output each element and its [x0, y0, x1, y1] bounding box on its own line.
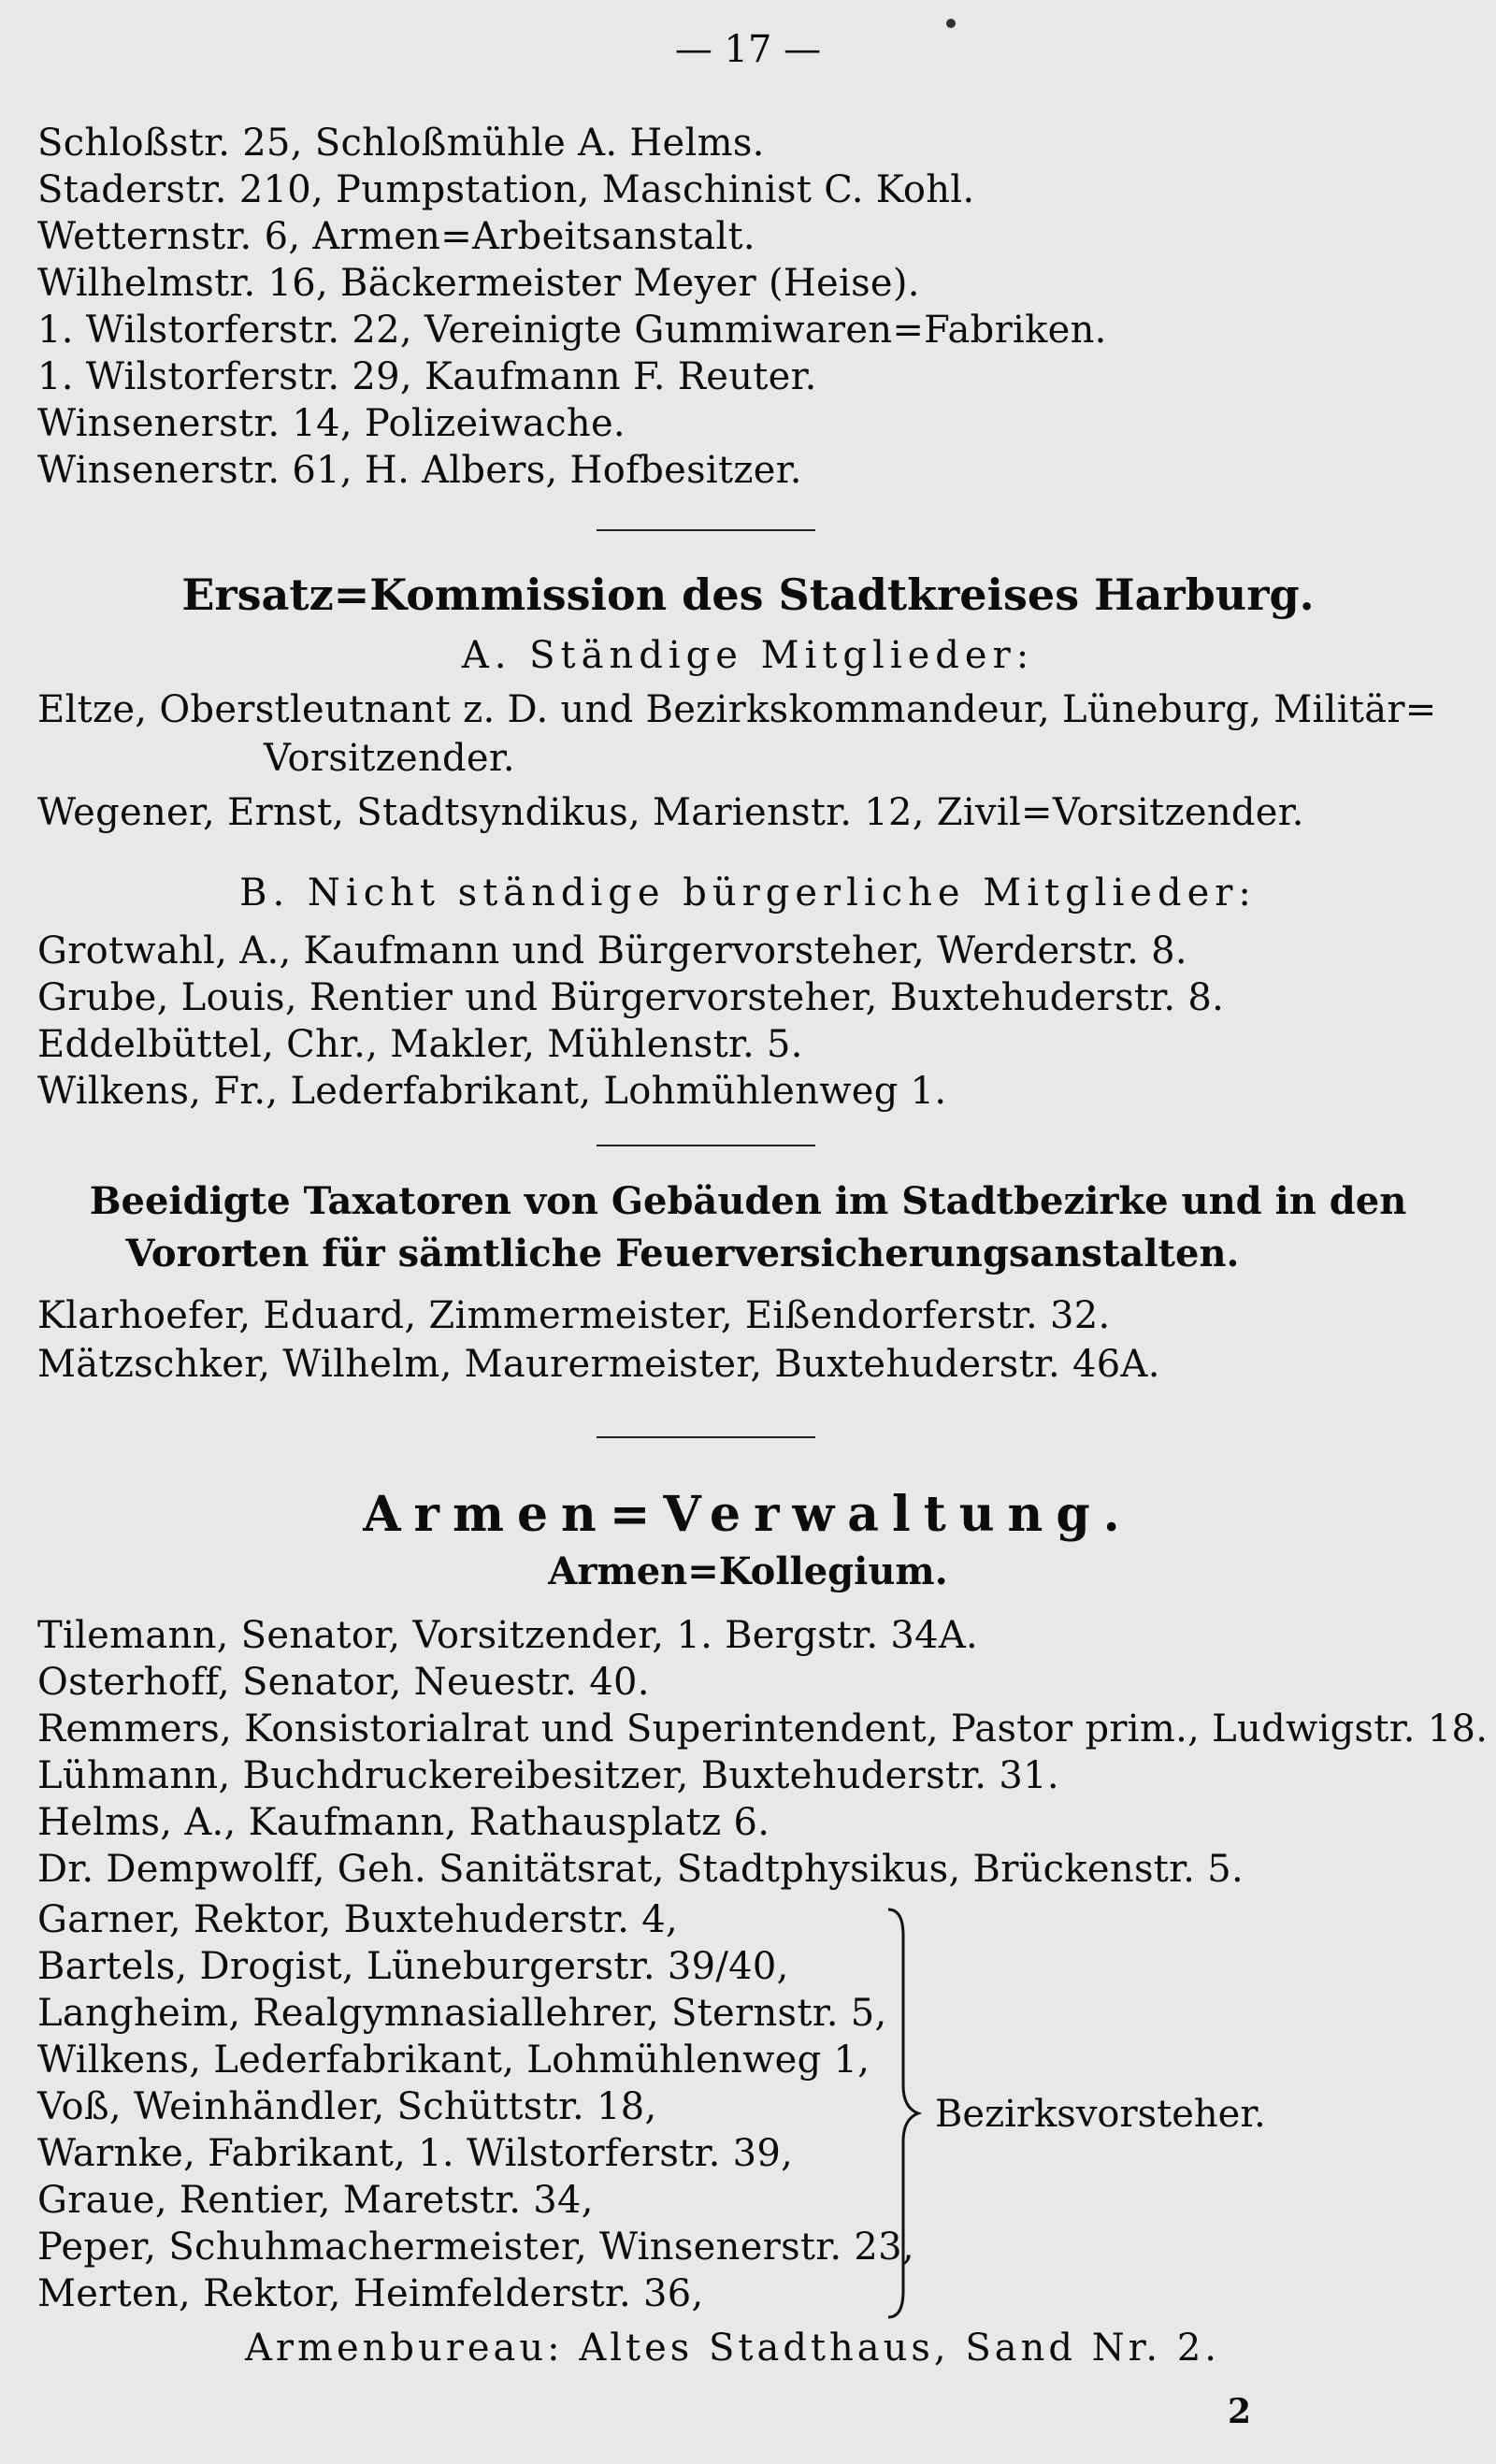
member-line: Eltze, Oberstleutnant z. D. und Bezirkskommandeur, Lüneburg, Militär= — [37, 688, 1437, 731]
section-divider — [597, 529, 815, 531]
taxatoren-heading-line1: Beeidigte Taxatoren von Gebäuden im Stadtbezirke und in den — [89, 1179, 1407, 1223]
bezirksvorsteher-line: Graue, Rentier, Maretstr. 34, — [37, 2179, 594, 2222]
section-divider — [597, 1436, 815, 1438]
kollegium-line: Helms, A., Kaufmann, Rathausplatz 6. — [37, 1801, 770, 1844]
bezirksvorsteher-line: Bartels, Drogist, Lüneburgerstr. 39/40, — [37, 1945, 789, 1988]
address-line: Staderstr. 210, Pumpstation, Maschinist C. Kohl. — [37, 168, 975, 211]
kollegium-line: Dr. Dempwolff, Geh. Sanitätsrat, Stadtphysikus, Brückenstr. 5. — [37, 1848, 1244, 1891]
section-divider — [597, 1145, 815, 1146]
bezirksvorsteher-line: Garner, Rektor, Buxtehuderstr. 4, — [37, 1898, 679, 1941]
page-number: — 17 — — [674, 28, 822, 71]
bezirksvorsteher-line: Peper, Schuhmachermeister, Winsenerstr. 23, — [37, 2226, 914, 2269]
signature-mark: 2 — [1228, 2392, 1252, 2431]
member-line: Wegener, Ernst, Stadtsyndikus, Marienstr. 12, Zivil=Vorsitzender. — [37, 791, 1304, 834]
armenbureau-line: Armenbureau: Altes Stadthaus, Sand Nr. 2. — [245, 2327, 1220, 2370]
bezirksvorsteher-line: Warnke, Fabrikant, 1. Wilstorferstr. 39, — [37, 2132, 794, 2175]
member-line: Wilkens, Fr., Lederfabrikant, Lohmühlenweg 1. — [37, 1070, 947, 1113]
bezirksvorsteher-line: Wilkens, Lederfabrikant, Lohmühlenweg 1, — [37, 2039, 870, 2082]
address-line: Schloßstr. 25, Schloßmühle A. Helms. — [37, 122, 765, 165]
address-line: 1. Wilstorferstr. 22, Vereinigte Gummiwaren=Fabriken. — [37, 309, 1107, 352]
bezirksvorsteher-line: Merten, Rektor, Heimfelderstr. 36, — [37, 2272, 704, 2315]
kollegium-line: Osterhoff, Senator, Neuestr. 40. — [37, 1661, 650, 1704]
address-line: Wilhelmstr. 16, Bäckermeister Meyer (Heise). — [37, 262, 920, 305]
armen-heading: Armen=Verwaltung. — [363, 1486, 1133, 1543]
ersatz-sub-a: A. Ständige Mitglieder: — [461, 634, 1035, 677]
member-line: Grube, Louis, Rentier und Bürgervorsteher, Buxtehuderstr. 8. — [37, 976, 1225, 1019]
armen-subheading: Armen=Kollegium. — [548, 1549, 948, 1593]
taxator-line: Mätzschker, Wilhelm, Maurermeister, Buxtehuderstr. 46A. — [37, 1343, 1160, 1386]
curly-brace-icon — [885, 1908, 922, 2319]
address-line: Winsenerstr. 61, H. Albers, Hofbesitzer. — [37, 449, 802, 492]
taxatoren-heading-line2: Vororten für sämtliche Feuerversicherungsanstalten. — [125, 1232, 1240, 1275]
bezirksvorsteher-line: Voß, Weinhändler, Schüttstr. 18, — [37, 2085, 657, 2128]
address-line: Wetternstr. 6, Armen=Arbeitsanstalt. — [37, 215, 755, 258]
bezirksvorsteher-label: Bezirksvorsteher. — [935, 2093, 1266, 2136]
member-line: Eddelbüttel, Chr., Makler, Mühlenstr. 5. — [37, 1023, 803, 1066]
address-line: Winsenerstr. 14, Polizeiwache. — [37, 402, 626, 445]
member-line: Vorsitzender. — [264, 737, 515, 780]
address-line: 1. Wilstorferstr. 29, Kaufmann F. Reuter. — [37, 355, 817, 398]
bezirksvorsteher-line: Langheim, Realgymnasiallehrer, Sternstr. 5, — [37, 1992, 887, 2035]
kollegium-line: Lühmann, Buchdruckereibesitzer, Buxtehuderstr. 31. — [37, 1754, 1059, 1797]
kollegium-line: Remmers, Konsistorialrat und Superintendent, Pastor prim., Ludwigstr. 18. — [37, 1708, 1489, 1751]
ersatz-heading: Ersatz=Kommission des Stadtkreises Harburg. — [181, 569, 1315, 620]
taxator-line: Klarhoefer, Eduard, Zimmermeister, Eißendorferstr. 32. — [37, 1294, 1111, 1337]
member-line: Grotwahl, A., Kaufmann und Bürgervorsteher, Werderstr. 8. — [37, 929, 1187, 973]
ersatz-sub-b: B. Nicht ständige bürgerliche Mitglieder: — [239, 872, 1257, 915]
kollegium-line: Tilemann, Senator, Vorsitzender, 1. Bergstr. 34A. — [37, 1614, 979, 1657]
